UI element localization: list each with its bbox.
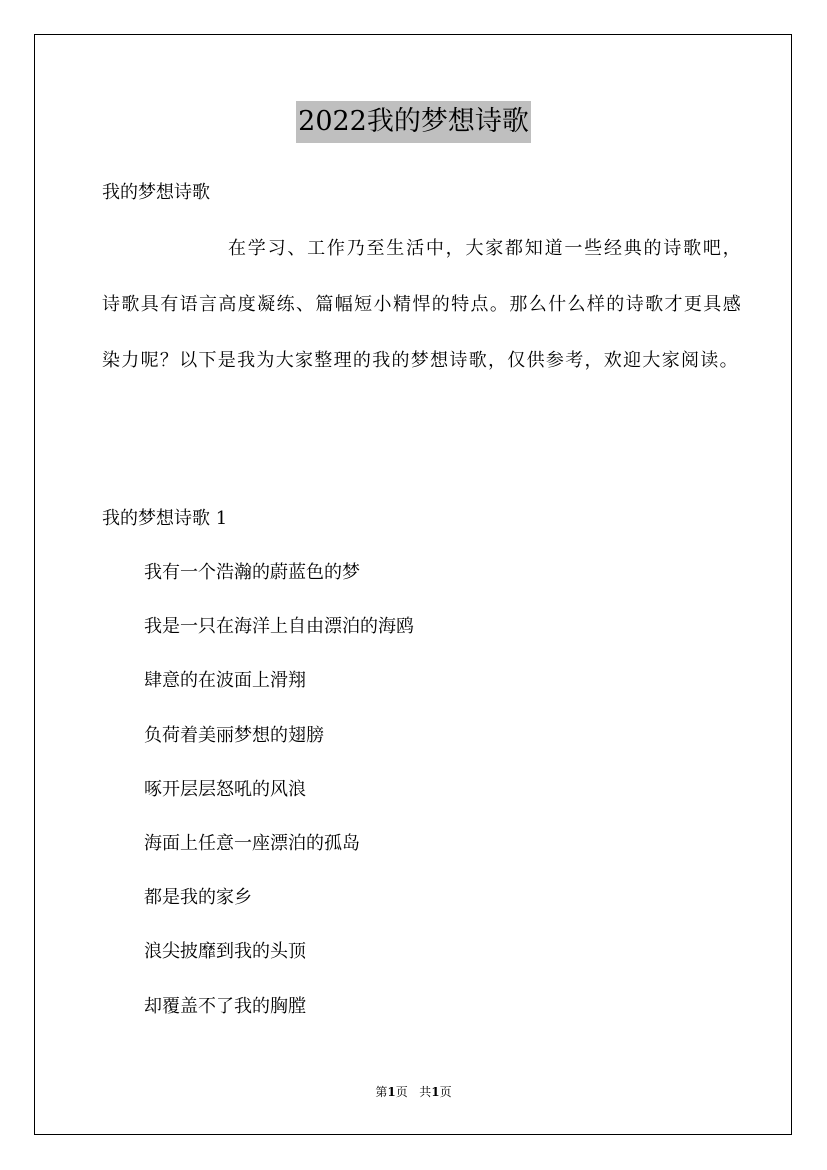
poem-line: 都是我的家乡 (144, 887, 252, 909)
poem-line: 肆意的在波面上滑翔 (144, 670, 306, 692)
intro-paragraph: 在学习、工作乃至生活中，大家都知道一些经典的诗歌吧，诗歌具有语言高度凝练、篇幅短小精悍的特点。那么什么样的诗歌才更具感染力呢？以下是我为大家整理的我的梦想诗歌，仅供参考，欢迎大家阅读。 (102, 238, 742, 371)
poem-line: 负荷着美丽梦想的翅膀 (144, 724, 324, 746)
document-title (0, 100, 827, 143)
poem-line: 我是一只在海洋上自由漂泊的海鸥 (144, 616, 414, 638)
document-title-text: 2022我的梦想诗歌 (296, 101, 531, 143)
page-current: 1 (387, 1085, 396, 1099)
page-total: 1 (431, 1085, 440, 1099)
poem-line: 海面上任意一座漂泊的孤岛 (144, 832, 360, 854)
page-unit: 页 (395, 1085, 408, 1099)
poem-line: 我有一个浩瀚的蔚蓝色的梦 (144, 562, 360, 583)
total-unit: 页 (439, 1085, 452, 1099)
poem-lines (144, 560, 414, 1048)
poem-heading: 我的梦想诗歌 1 (102, 508, 228, 529)
poem-line: 浪尖披靡到我的头顶 (144, 941, 306, 963)
poem-line: 啄开层层怒吼的风浪 (144, 778, 306, 800)
page-prefix: 第 (375, 1085, 388, 1099)
poem-line: 却覆盖不了我的胸膛 (144, 995, 306, 1017)
page-footer (0, 1084, 827, 1100)
total-prefix: 共 (419, 1085, 432, 1099)
document-subtitle: 我的梦想诗歌 (102, 182, 210, 203)
